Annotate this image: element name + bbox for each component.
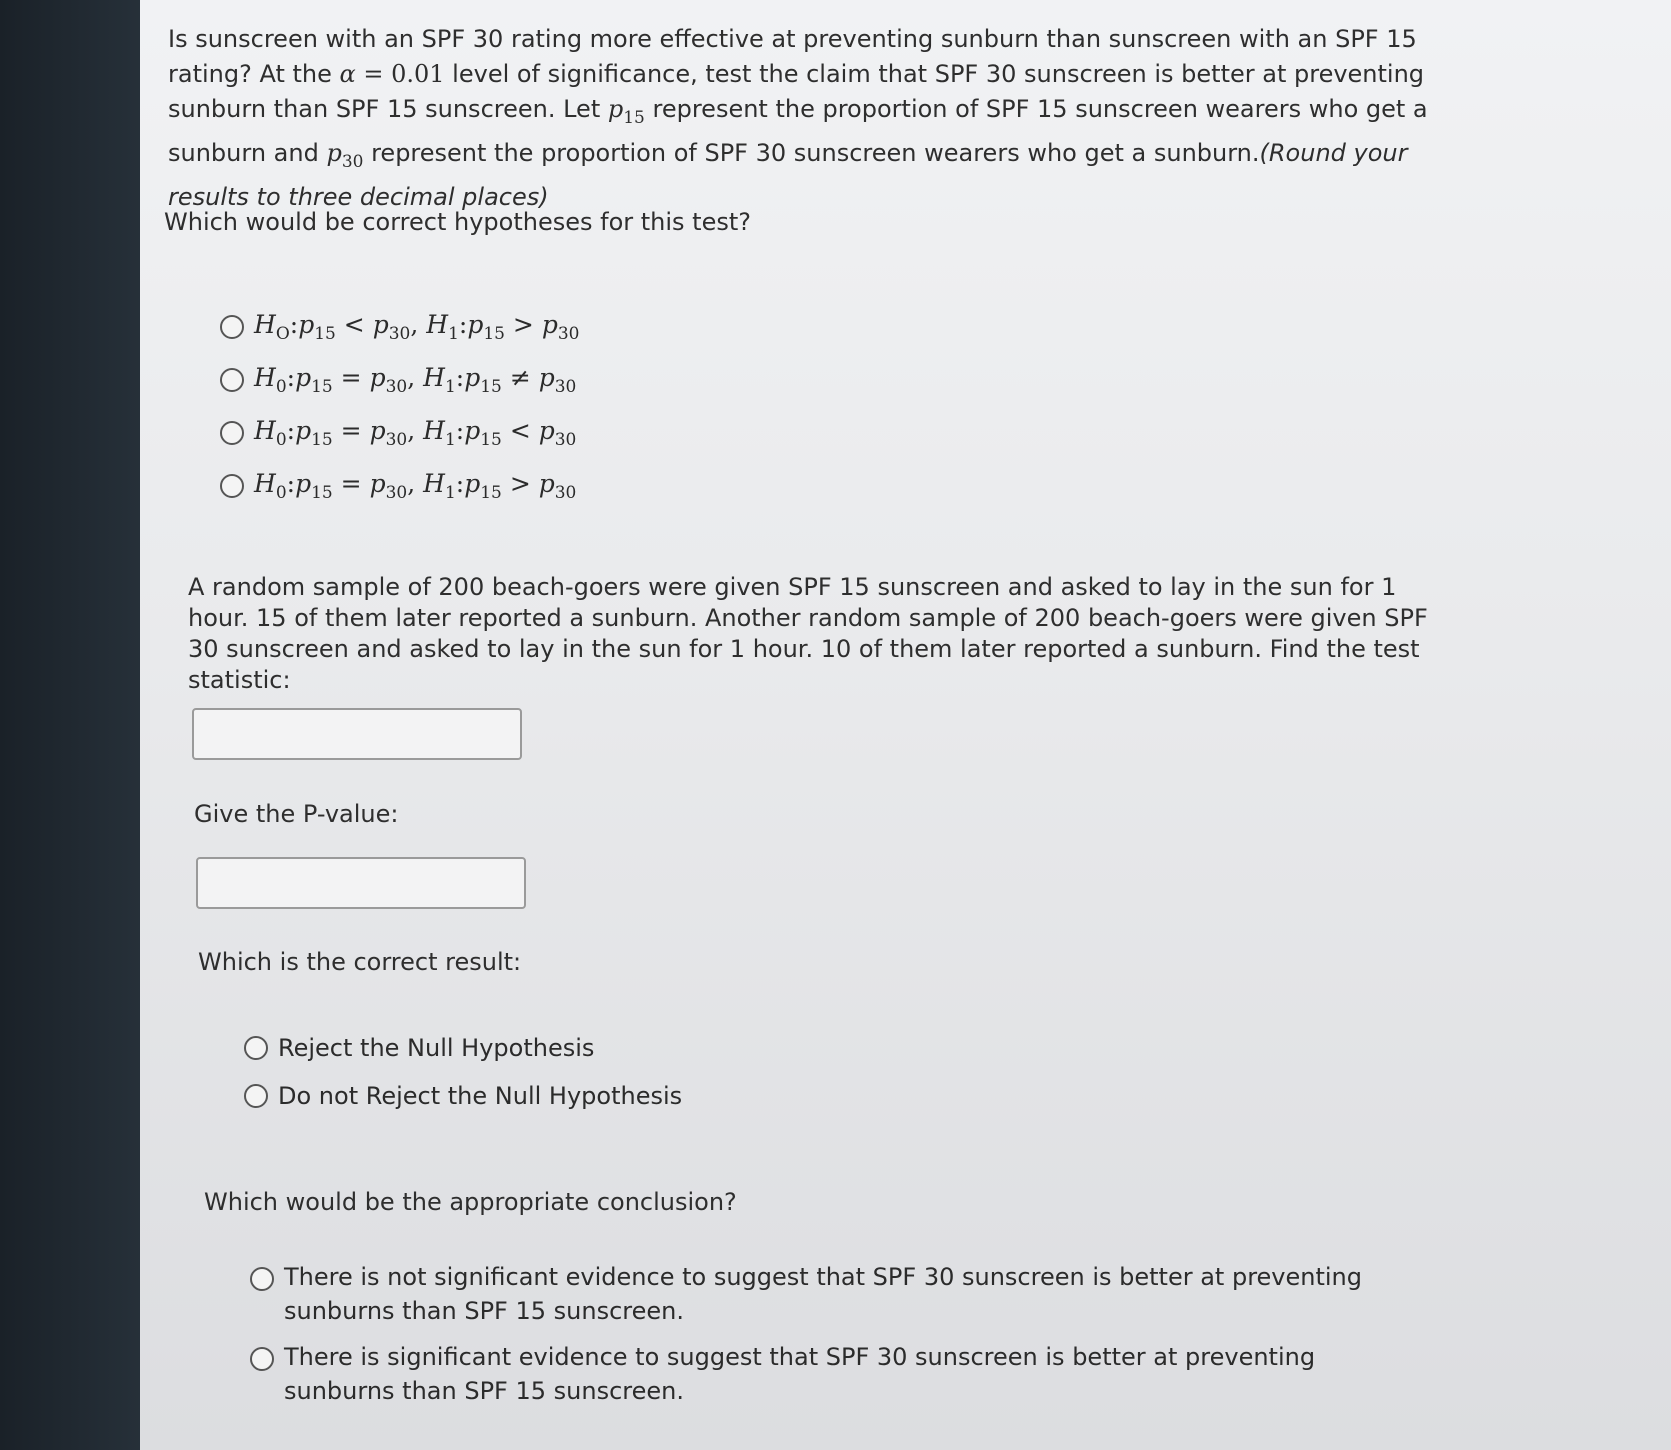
pvalue-label: Give the P-value:	[194, 800, 399, 828]
hypothesis-formula: $H_0:p_{15} = p_{30}$, $H_1:p_{15} > p_{30}$	[254, 468, 577, 503]
pvalue-input[interactable]	[196, 857, 526, 909]
conclusion-prompt: Which would be the appropriate conclusion?	[204, 1188, 737, 1216]
conclusion-option-significant[interactable]	[250, 1340, 1420, 1408]
rounding-instruction: (Round your results to three decimal places)	[168, 138, 1408, 211]
hypotheses-prompt: Which would be correct hypotheses for this test?	[164, 208, 751, 236]
p30-symbol: $p_{30}$	[326, 138, 364, 172]
hypothesis-option-3[interactable]	[220, 406, 579, 459]
hypothesis-option-4[interactable]	[220, 459, 579, 512]
conclusion-options	[250, 1260, 1420, 1420]
radio-button[interactable]	[250, 1267, 274, 1291]
radio-button[interactable]	[220, 368, 244, 392]
alpha-value: = 0.01	[355, 60, 445, 88]
test-statistic-input[interactable]	[192, 708, 522, 760]
hypothesis-option-1[interactable]	[220, 300, 579, 353]
radio-button[interactable]	[220, 421, 244, 445]
hypothesis-formula: $H_O:p_{15} < p_{30}$, $H_1:p_{15} > p_{30}$	[254, 309, 580, 344]
conclusion-option-label: There is significant evidence to suggest that SPF 30 sunscreen is better at preventing sunburns than SPF 15 sunscreen.	[284, 1343, 1316, 1405]
question-part4: represent the proportion of SPF 30 sunscreen wearers who get a sunburn.	[363, 138, 1260, 167]
radio-button[interactable]	[250, 1347, 274, 1371]
radio-button[interactable]	[244, 1036, 268, 1060]
hypothesis-option-2[interactable]	[220, 353, 579, 406]
hypothesis-formula: $H_0:p_{15} = p_{30}$, $H_1:p_{15} \ne p_{30}$	[254, 362, 577, 397]
result-option-do-not-reject[interactable]	[244, 1072, 682, 1120]
alpha-symbol: α	[339, 60, 356, 88]
radio-button[interactable]	[220, 315, 244, 339]
sample-description: A random sample of 200 beach-goers were given SPF 15 sunscreen and asked to lay in the sun for 1 hour. 15 of them later reported a sunburn. Another random sample of 200 beach-goers were given SPF 30 sunscreen and asked to lay in the sun for 1 hour. 10 of them later reported a sunburn. Find the test statistic:	[188, 573, 1428, 694]
result-options	[244, 1024, 682, 1120]
result-option-label: Do not Reject the Null Hypothesis	[278, 1082, 683, 1110]
hypotheses-options	[220, 300, 579, 512]
result-option-label: Reject the Null Hypothesis	[278, 1034, 595, 1062]
question-part3: represent the proportion of SPF 15 sunscreen wearers who get a sunburn and	[168, 95, 1428, 167]
question-part2: level of significance, test the claim that SPF 30 sunscreen is better at preventing sunburn than SPF 15 sunscreen. Let	[168, 60, 1425, 123]
radio-button[interactable]	[244, 1084, 268, 1108]
question-part1: Is sunscreen with an SPF 30 rating more effective at preventing sunburn than sunscreen with an SPF 15 rating? At the	[168, 25, 1417, 88]
result-option-reject[interactable]	[244, 1024, 682, 1072]
result-prompt: Which is the correct result:	[198, 948, 522, 976]
conclusion-option-not-significant[interactable]	[250, 1260, 1420, 1328]
conclusion-option-label: There is not significant evidence to suggest that SPF 30 sunscreen is better at preventing sunburns than SPF 15 sunscreen.	[284, 1263, 1362, 1325]
radio-button[interactable]	[220, 474, 244, 498]
hypothesis-formula: $H_0:p_{15} = p_{30}$, $H_1:p_{15} < p_{30}$	[254, 415, 577, 450]
question-page	[140, 0, 1671, 1450]
left-dark-panel	[0, 0, 150, 1450]
question-text	[168, 22, 1458, 215]
p15-symbol: $p_{15}$	[607, 95, 645, 128]
